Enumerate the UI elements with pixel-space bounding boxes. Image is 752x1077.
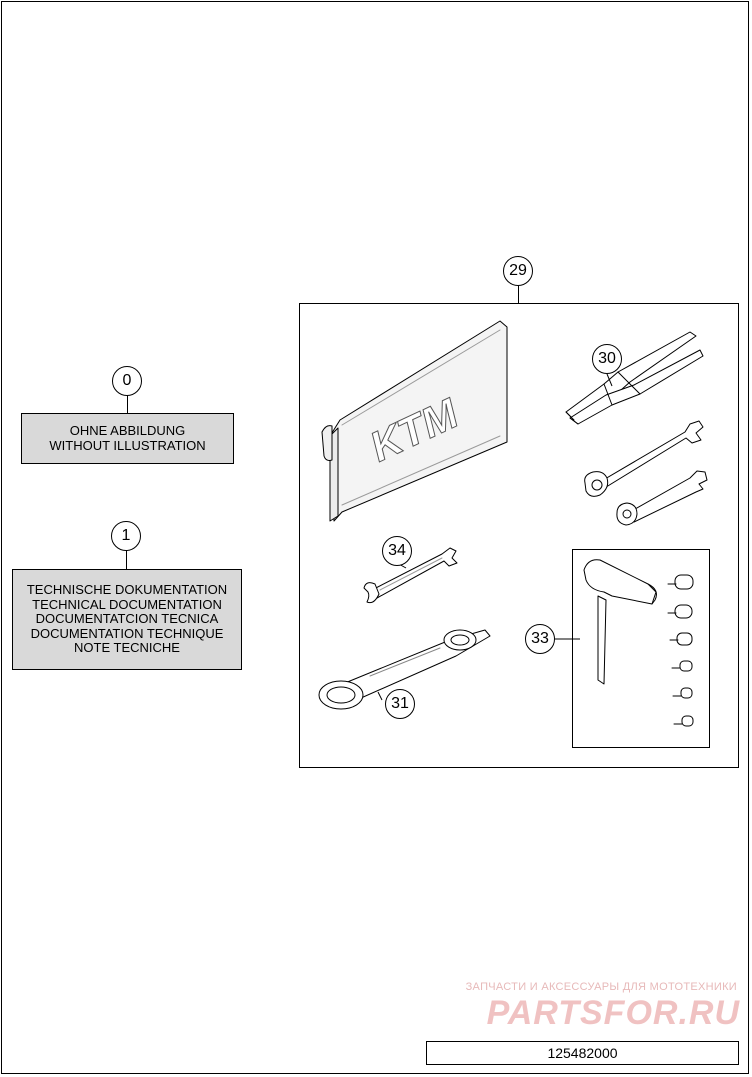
allen-key-icon	[584, 560, 656, 684]
watermark-tagline: ЗАПЧАСТИ И АКСЕССУАРЫ ДЛЯ МОТОТЕХНИКИ	[465, 981, 737, 993]
note-line: OHNE ABBILDUNG	[69, 423, 186, 438]
drawing-number: 125482000	[426, 1041, 739, 1065]
ktm-logo: KTM	[362, 389, 466, 471]
note-line: WITHOUT ILLUSTRATION	[49, 437, 206, 453]
callout-30[interactable]: 30	[592, 344, 622, 374]
socket-bit-icons	[668, 575, 693, 726]
pliers-icon	[566, 332, 703, 424]
callout-0[interactable]: 0	[112, 366, 142, 396]
callout-34[interactable]: 34	[382, 536, 412, 566]
watermark-logo: PARTSFOR.RU	[486, 994, 740, 1032]
note-line: TECHNISCHE DOKUMENTATION	[26, 582, 228, 598]
callout-33[interactable]: 33	[525, 624, 555, 654]
callout-29[interactable]: 29	[503, 256, 533, 286]
note-line: DOCUMENTATION TECHNIQUE	[30, 625, 224, 641]
note-line: DOCUMENTATCION TECNICA	[35, 611, 219, 627]
note-line: TECHNICAL DOCUMENTATION	[32, 596, 222, 612]
callout-1[interactable]: 1	[111, 521, 141, 551]
callout-31[interactable]: 31	[385, 689, 415, 719]
note-line: NOTE TECNICHE	[74, 640, 180, 656]
combination-wrench-small-icon	[617, 471, 707, 525]
